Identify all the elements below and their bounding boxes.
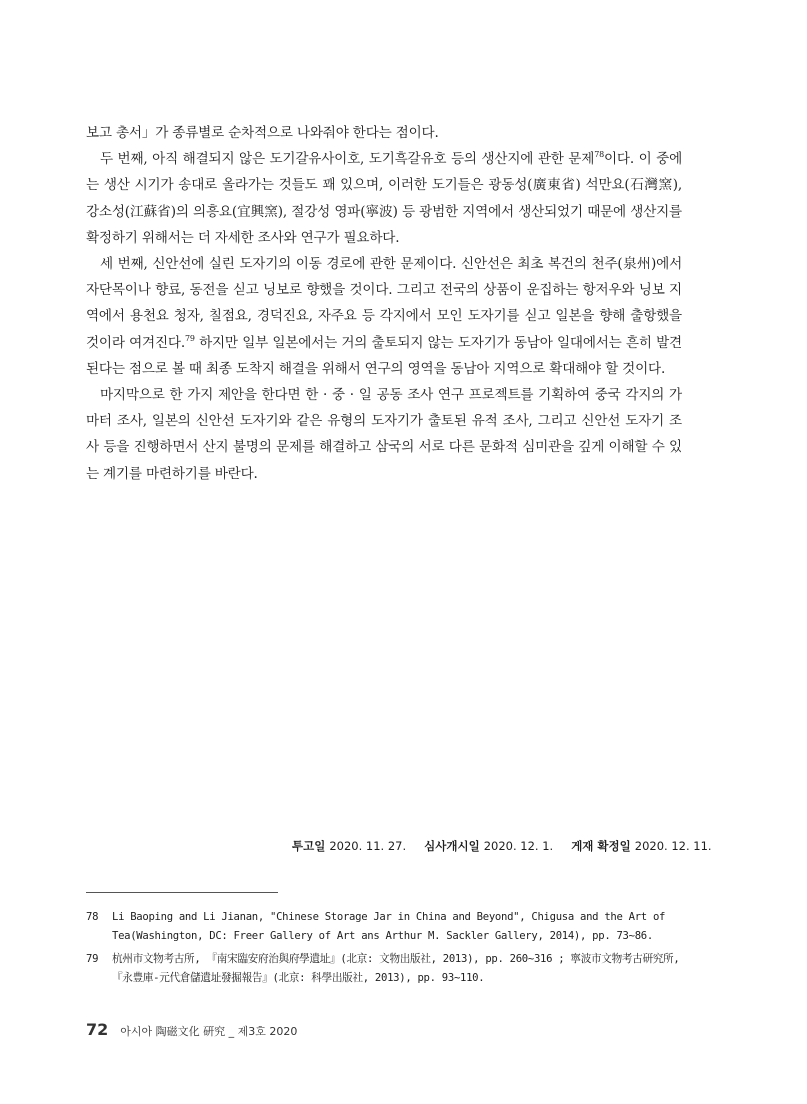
accepted-label: 게재 확정일 <box>571 839 631 853</box>
review-date: 2020. 12. 1. <box>483 839 554 853</box>
submitted-label: 투고일 <box>292 839 326 853</box>
footnote-text: 杭州市文物考古所, 『南宋臨安府治與府學遺址』(北京: 文物出版社, 2013), pp. 260~316 ; 寧波市文物考古研究所, 『永豊庫-元代倉儲遺址發掘報告』(北京: 科學出版社, 2013), pp. 93~110. <box>112 953 680 984</box>
accepted-date: 2020. 12. 11. <box>634 839 712 853</box>
running-title: 아시아 陶磁文化 硏究 _ 제3호 2020 <box>120 1025 298 1038</box>
paragraph-3: 세 번째, 신안선에 실린 도자기의 이동 경로에 관한 문제이다. 신안선은 최초 복건의 천주(泉州)에서 자단목이나 향료, 동전을 싣고 닝보로 향했을 것이다. 그리고 전국의 상품이 운집하는 항저우와 닝보 지역에서 용천요 청자, 칠점요, 경덕진요, 자주요 등 각지에서 모인 도자기를 싣고 일본을 향해 출항했을 것이라 여겨진다.$^{79}$ 하지만 일부 일본에서는 거의 출토되지 않는 도자기가 동남아 일대에서는 흔히 발견된다는 점으로 볼 때 최종 도착지 해결을 위해서 연구의 영역을 동남아 지역으로 확대해야 할 것이다. <box>86 256 682 377</box>
footnote-ref-78[interactable]: 78 <box>594 150 604 160</box>
footnote-number: 78 <box>86 911 99 923</box>
paragraph-1: 보고 총서」가 종류별로 순차적으로 나와줘야 한다는 점이다. <box>86 125 439 141</box>
review-label: 심사개시일 <box>424 839 480 853</box>
submitted-date: 2020. 11. 27. <box>329 839 407 853</box>
page-number: 72 <box>86 1020 109 1039</box>
footnote-text: Li Baoping and Li Jianan, "Chinese Storage Jar in China and Beyond", Chigusa and the Art of Tea(Washington, DC: Freer Gallery of Art ans Arthur M. Sackler Gallery, 2014), pp. 73~86. <box>112 911 666 942</box>
page-footer <box>86 1020 297 1040</box>
footnote-78 <box>86 908 682 946</box>
footnotes <box>86 908 682 992</box>
footnote-ref-79[interactable]: 79 <box>184 333 195 343</box>
footnote-number: 79 <box>86 953 99 965</box>
body-text <box>86 120 682 487</box>
footnote-79 <box>86 950 682 988</box>
paragraph-2: 두 번째, 아직 해결되지 않은 도기갈유사이호, 도기흑갈유호 등의 생산지에 관한 문제$^{78}$이다. 이 중에는 생산 시기가 송대로 올라가는 것들도 꽤 있으며, 이러한 도기들은 광동성(廣東省) 석만요(石灣窯), 강소성(江蘇省)의 의흥요(宜興窯), 절강성 영파(寧波) 등 광범한 지역에서 생산되었기 때문에 생산지를 확정하기 위해서는 더 자세한 조사와 연구가 필요하다. <box>86 150 682 246</box>
paragraph-4: 마지막으로 한 가지 제안을 한다면 한 · 중 · 일 공동 조사 연구 프로젝트를 기획하여 중국 각지의 가마터 조사, 일본의 신안선 도자기와 같은 유형의 도자기가 출토된 유적 조사, 그리고 신안선 도자기 조사 등을 진행하면서 산지 불명의 문제를 해결하고 삼국의 서로 다른 문화적 심미관을 깊게 이해할 수 있는 계기를 마련하기를 바란다. <box>86 387 682 482</box>
publication-dates <box>284 836 712 856</box>
footnote-divider <box>86 892 278 893</box>
